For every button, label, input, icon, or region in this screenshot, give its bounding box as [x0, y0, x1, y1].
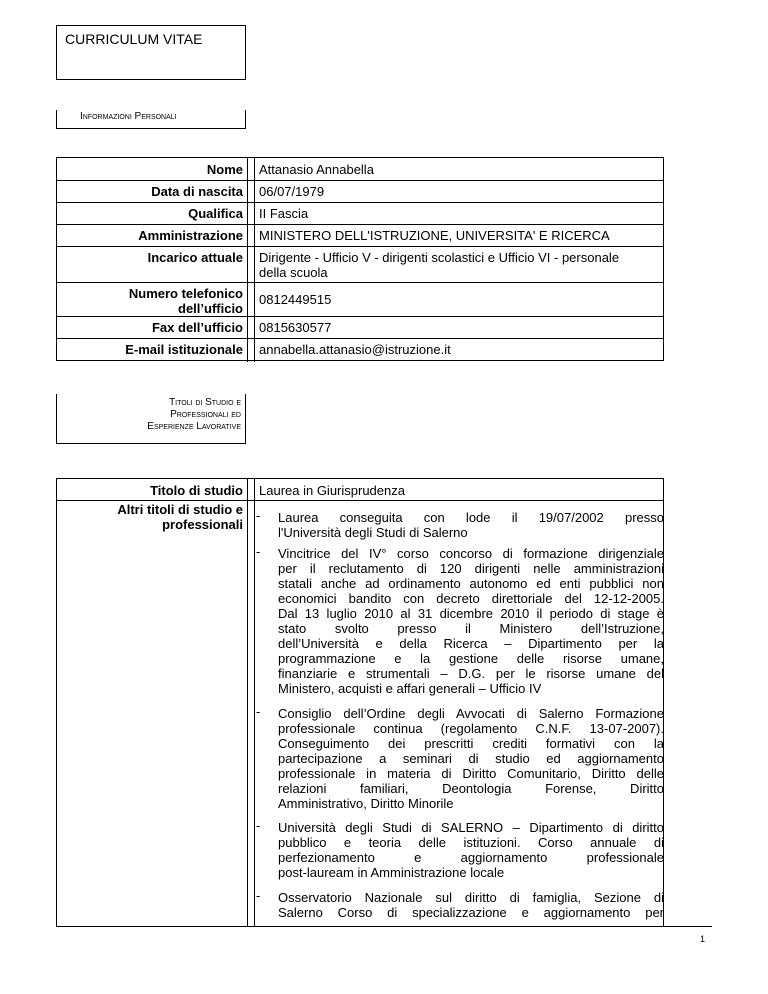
section-studies-label — [56, 394, 246, 444]
study-item-4-text — [278, 820, 664, 880]
cv-title: CURRICULUM VITAE — [65, 31, 203, 47]
line: Vincitrice del IV° corso concorso di formazione dirigenziale — [278, 546, 664, 561]
study-item-2 — [256, 546, 664, 698]
line: relazioni familiari, Deontologia Forense, Diritto — [278, 781, 664, 796]
page-number: 1 — [700, 934, 706, 944]
study-item-5-text — [278, 890, 664, 920]
section-studies-line-1: Titoli di Studio e — [169, 397, 241, 408]
label-telefono-line-1: Numero telefonico — [128, 286, 243, 301]
value-incarico-line-2: della scuola — [259, 265, 328, 280]
study-item-5 — [256, 890, 664, 922]
label-incarico: Incarico attuale — [147, 250, 243, 265]
line: Ministero, acquisti e affari generali – Ufficio IV — [278, 681, 542, 696]
label-fax: Fax dell’ufficio — [151, 320, 243, 335]
line: stato svolto presso il Ministero dell’Istruzione, — [278, 621, 664, 636]
value-incarico — [255, 250, 660, 280]
label-altri-titoli-line-1: Altri titoli di studio e — [117, 502, 243, 517]
bullet-dash: - — [256, 544, 261, 559]
line: professionale in materia di Diritto Comunitario, Diritto delle — [278, 766, 664, 781]
line: professionale continua (regolamento C.N.F. 13-07-2007). — [278, 721, 664, 736]
personal-info-table — [56, 157, 664, 361]
value-titolo-studio: Laurea in Giurisprudenza — [259, 483, 405, 498]
value-qualifica: II Fascia — [259, 206, 309, 221]
label-nome: Nome — [206, 162, 243, 177]
line: Dal 13 luglio 2010 al 31 dicembre 2010 il periodo di stage è — [278, 606, 664, 621]
value-amministrazione: MINISTERO DELL'ISTRUZIONE, UNIVERSITA' E RICERCA — [259, 228, 610, 243]
line: post-lauream in Amministrazione locale — [278, 865, 505, 880]
line: per il reclutamento di 120 dirigenti nelle amministrazioni — [278, 561, 664, 576]
label-titolo-studio: Titolo di studio — [150, 483, 243, 498]
value-data-nascita: 06/07/1979 — [259, 184, 325, 199]
line: pubblico e teoria delle istituzioni. Corso annuale di — [278, 835, 664, 850]
footer-divider — [56, 926, 712, 927]
line: economici bandito con decreto direttoriale del 12-12-2005. — [278, 591, 664, 606]
line: dell’Università e della Ricerca – Dipartimento per la — [278, 636, 664, 651]
label-data-nascita: Data di nascita — [151, 184, 243, 199]
line: Università degli Studi di SALERNO – Dipartimento di diritto — [278, 820, 664, 835]
study-item-4 — [256, 820, 664, 884]
line: programmazione e la gestione delle risorse umane, — [278, 651, 664, 666]
bullet-dash: - — [256, 704, 261, 719]
line: statali anche ad ordinamento autonomo ed enti pubblici non — [278, 576, 664, 591]
study-item-3-text — [278, 706, 664, 811]
line: finanziarie e strumentali – D.G. per le risorse umane del — [278, 666, 664, 681]
value-incarico-line-1: Dirigente - Ufficio V - dirigenti scolastici e Ufficio VI - personale — [259, 250, 620, 265]
value-fax: 0815630577 — [259, 320, 332, 335]
line: l'Università degli Studi di Salerno — [278, 525, 468, 540]
line: Consiglio dell’Ordine degli Avvocati di Salerno Formazione — [278, 706, 664, 721]
line: Amministrativo, Diritto Minorile — [278, 796, 454, 811]
study-item-3 — [256, 706, 664, 814]
line: Conseguimento dei prescritti crediti formativi con la — [278, 736, 664, 751]
section-personal-label: Informazioni Personali — [56, 110, 246, 129]
study-item-1 — [256, 510, 664, 542]
line: partecipazione a seminari di studio ed aggiornamento — [278, 751, 664, 766]
label-amministrazione: Amministrazione — [138, 228, 243, 243]
bullet-dash: - — [256, 818, 261, 833]
label-qualifica: Qualifica — [188, 206, 243, 221]
label-altri-titoli-line-2: professionali — [162, 517, 243, 532]
label-email: E-mail istituzionale — [125, 342, 243, 357]
value-email: annabella.attanasio@istruzione.it — [259, 342, 451, 357]
cv-title-box — [56, 25, 246, 80]
section-studies-line-2: Professionali ed — [170, 409, 241, 420]
line: Laurea conseguita con lode il 19/07/2002 presso — [278, 510, 664, 525]
label-telefono-line-2: dell’ufficio — [178, 301, 243, 316]
study-item-2-text — [278, 546, 664, 696]
study-item-1-text — [278, 510, 664, 540]
label-telefono — [57, 286, 247, 316]
value-telefono: 0812449515 — [259, 292, 332, 307]
line: perfezionamento e aggiornamento professionale — [278, 850, 664, 865]
label-altri-titoli — [57, 502, 247, 532]
value-nome: Attanasio Annabella — [259, 162, 374, 177]
line: Salerno Corso di specializzazione e aggiornamento per — [278, 905, 664, 920]
section-studies-line-3: Esperienze Lavorative — [147, 421, 241, 432]
bullet-dash: - — [256, 508, 261, 523]
bullet-dash: - — [256, 888, 261, 903]
line: Osservatorio Nazionale sul diritto di famiglia, Sezione di — [278, 890, 664, 905]
